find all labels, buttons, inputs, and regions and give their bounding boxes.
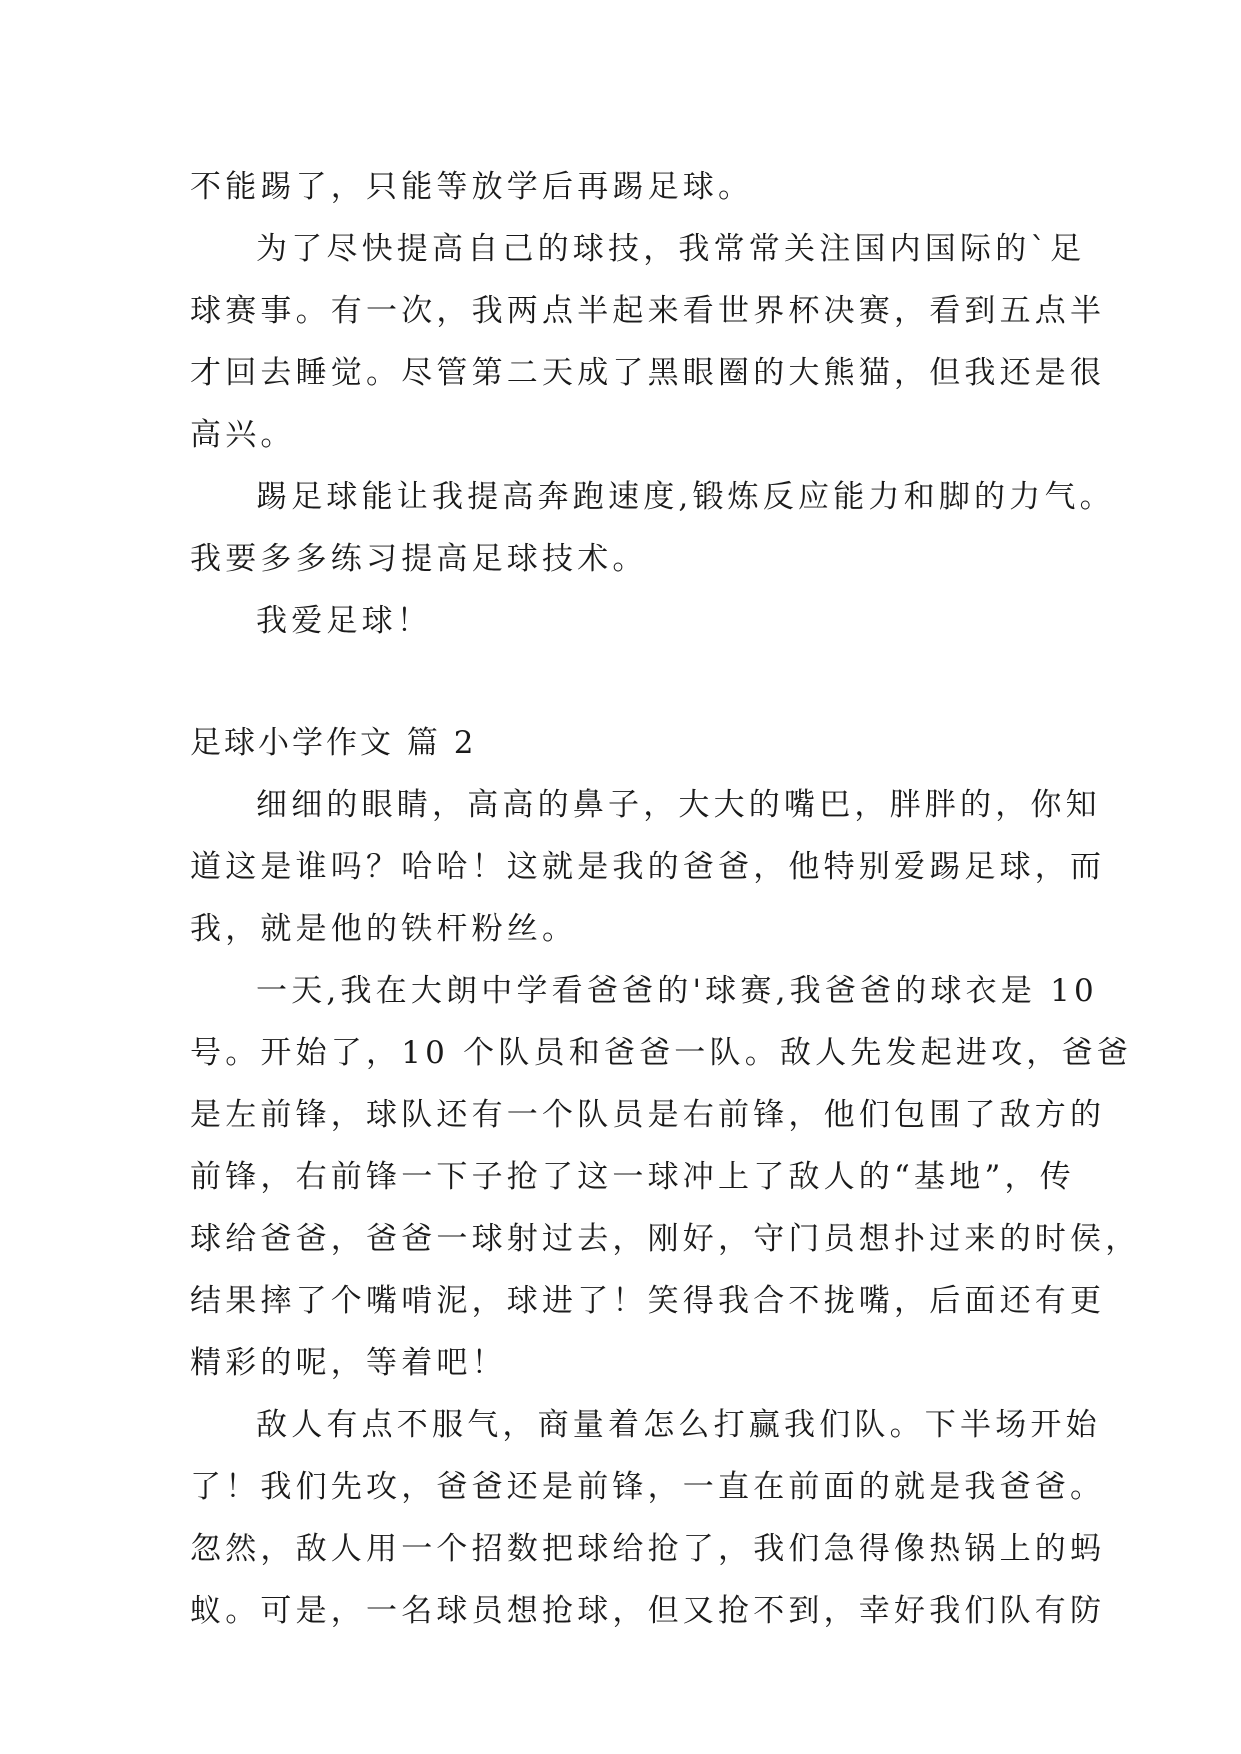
paragraph-line: 敌人有点不服气，商量着怎么打赢我们队。下半场开始 xyxy=(256,1407,1101,1443)
paragraph-line: 蚁。可是，一名球员想抢球，但又抢不到，幸好我们队有防 xyxy=(190,1593,1106,1629)
paragraph-line: 才回去睡觉。尽管第二天成了黑眼圈的大熊猫，但我还是很 xyxy=(190,355,1106,391)
paragraph-line: 结果摔了个嘴啃泥，球进了！笑得我合不拢嘴，后面还有更 xyxy=(190,1283,1106,1319)
section-gap xyxy=(190,652,1070,712)
paragraph-line: 球给爸爸，爸爸一球射过去，刚好，守门员想扑过来的时侯， xyxy=(190,1221,1141,1257)
paragraph-line: 为了尽快提高自己的球技，我常常关注国内国际的`足 xyxy=(256,231,1086,267)
paragraph-line: 是左前锋，球队还有一个队员是右前锋，他们包围了敌方的 xyxy=(190,1097,1106,1133)
paragraph-line: 踢足球能让我提高奔跑速度,锻炼反应能力和脚的力气。 xyxy=(256,479,1115,515)
paragraph-line: 精彩的呢，等着吧！ xyxy=(190,1345,507,1381)
paragraph-line: 我爱足球！ xyxy=(256,603,432,639)
paragraph-line: 道这是谁吗？哈哈！这就是我的爸爸，他特别爱踢足球，而 xyxy=(190,849,1106,885)
document-body xyxy=(190,156,1141,1642)
paragraph-line: 不能踢了，只能等放学后再踢足球。 xyxy=(190,169,754,205)
paragraph-line: 前锋，右前锋一下子抢了这一球冲上了敌人的“基地”，传 xyxy=(190,1159,1075,1195)
section-title: 足球小学作文 篇 2 xyxy=(190,725,477,761)
paragraph-line: 我，就是他的铁杆粉丝。 xyxy=(190,911,578,947)
paragraph-line: 了！我们先攻，爸爸还是前锋，一直在前面的就是我爸爸。 xyxy=(190,1469,1106,1505)
paragraph-line: 忽然，敌人用一个招数把球给抢了，我们急得像热锅上的蚂 xyxy=(190,1531,1106,1567)
paragraph-line: 一天,我在大朗中学看爸爸的'球赛,我爸爸的球衣是 10 xyxy=(256,973,1098,1009)
paragraph-line: 球赛事。有一次，我两点半起来看世界杯决赛，看到五点半 xyxy=(190,293,1106,329)
paragraph-line: 我要多多练习提高足球技术。 xyxy=(190,541,648,577)
paragraph-line: 高兴。 xyxy=(190,417,296,453)
paragraph-line: 细细的眼睛，高高的鼻子，大大的嘴巴，胖胖的，你知 xyxy=(256,787,1101,823)
paragraph-line: 号。开始了，10 个队员和爸爸一队。敌人先发起进攻，爸爸 xyxy=(190,1035,1132,1071)
